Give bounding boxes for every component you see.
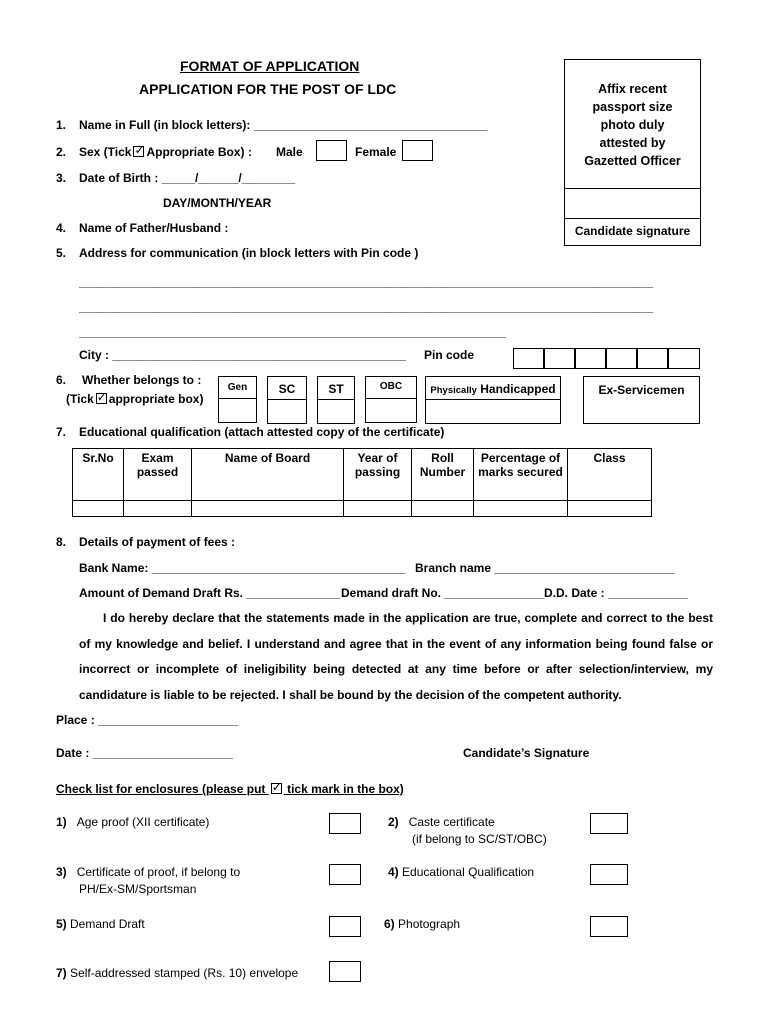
city-field[interactable]: City : ____________________________________________ (79, 348, 406, 362)
checklist-checkbox[interactable] (590, 916, 628, 937)
checklist-item: 1) Age proof (XII certificate) (56, 815, 210, 829)
table-cell[interactable] (344, 501, 412, 517)
female-label: Female (355, 145, 397, 159)
category-gen-label: Gen (218, 376, 257, 399)
checklist-item: 6) Photograph (384, 917, 461, 931)
checklist-item-sub: (if belong to SC/ST/OBC) (412, 832, 547, 846)
category-ex-servicemen-checkbox[interactable]: Ex-Servicemen (583, 376, 700, 424)
field-number: 1. (56, 118, 67, 132)
education-table (72, 448, 652, 517)
form-subtitle: APPLICATION FOR THE POST OF LDC (139, 81, 397, 97)
table-cell[interactable] (474, 501, 568, 517)
photo-instruction: Gazetted Officer (584, 154, 681, 168)
checklist-checkbox[interactable] (329, 813, 361, 834)
checklist-checkbox[interactable] (329, 961, 361, 982)
photo-instruction: passport size (592, 100, 673, 114)
dd-date-field[interactable]: D.D. Date : ____________ (544, 586, 689, 600)
checklist-checkbox[interactable] (590, 864, 628, 885)
col-header: Percentage of marks secured (474, 449, 568, 501)
pincode-digit-box[interactable] (668, 348, 700, 369)
dd-amount-field[interactable]: Amount of Demand Draft Rs. ______________ (79, 586, 340, 600)
table-cell[interactable] (73, 501, 124, 517)
signature-box[interactable] (564, 188, 701, 219)
category-obc-label: OBC (365, 376, 417, 399)
checklist-item: 2) Caste certificate (388, 815, 495, 829)
field-number: 6. (56, 373, 67, 387)
table-header-row (73, 449, 652, 501)
photo-instruction: photo duly (600, 118, 665, 132)
checklist-item: 7) Self-addressed stamped (Rs. 10) envelope (56, 966, 299, 980)
pincode-digit-box[interactable] (544, 348, 575, 369)
category-sc-label: SC (267, 376, 307, 400)
category-ph-checkbox[interactable] (425, 399, 561, 424)
table-cell[interactable] (192, 501, 344, 517)
male-label: Male (276, 145, 303, 159)
checklist-item-sub: PH/Ex-SM/Sportsman (79, 882, 197, 896)
category-tick-instruction: (Tick✓ appropriate box) (66, 392, 203, 406)
col-header: Exam passed (124, 449, 192, 501)
address-line[interactable]: ________________________________________________________________ (79, 325, 507, 339)
branch-name-field[interactable]: Branch name ___________________________ (415, 561, 675, 575)
checklist-checkbox[interactable] (329, 864, 361, 885)
sex-label: Sex (Tick✓ Appropriate Box) : (79, 145, 252, 159)
table-row[interactable] (73, 501, 652, 517)
name-field[interactable]: Name in Full (in block letters): ___________________________________ (79, 118, 488, 132)
category-st-label: ST (317, 376, 355, 400)
education-label: Educational qualification (attach attested copy of the certificate) (79, 425, 445, 439)
place-field[interactable]: Place : _____________________ (56, 713, 239, 727)
pincode-digit-box[interactable] (513, 348, 544, 369)
form-title: FORMAT OF APPLICATION (180, 58, 360, 74)
category-ph-label: Physically Handicapped (425, 376, 561, 400)
tick-checkbox-icon (133, 146, 144, 157)
male-checkbox[interactable] (316, 140, 347, 161)
photo-instruction: attested by (599, 136, 666, 150)
tick-checkbox-icon (96, 393, 107, 404)
signature-label-box (564, 218, 701, 246)
field-number: 5. (56, 246, 67, 260)
checklist-item: 3) Certificate of proof, if belong to (56, 865, 241, 879)
date-field[interactable]: Date : _____________________ (56, 746, 233, 760)
col-header: Name of Board (192, 449, 344, 501)
address-line[interactable]: ______________________________________________________________________________________ (79, 300, 653, 314)
category-obc-checkbox[interactable] (365, 398, 417, 423)
checklist-checkbox[interactable] (329, 916, 361, 937)
field-number: 7. (56, 425, 67, 439)
address-line[interactable]: ______________________________________________________________________________________ (79, 275, 653, 289)
pincode-digit-box[interactable] (575, 348, 606, 369)
field-number: 3. (56, 171, 67, 185)
pincode-digit-box[interactable] (606, 348, 637, 369)
photo-box[interactable] (564, 59, 701, 189)
pincode-digit-box[interactable] (637, 348, 668, 369)
signature-label: Candidate signature (574, 224, 691, 238)
candidate-signature-label: Candidate’s Signature (463, 746, 590, 760)
col-header: Sr.No (73, 449, 124, 501)
category-label: Whether belongs to : (82, 373, 202, 387)
checklist-item: 4) Educational Qualification (388, 865, 535, 879)
female-checkbox[interactable] (402, 140, 433, 161)
pincode-label: Pin code (424, 348, 475, 362)
father-name-field[interactable]: Name of Father/Husband : (79, 221, 229, 235)
checklist-item: 5) Demand Draft (56, 917, 145, 931)
bank-name-field[interactable]: Bank Name: ______________________________________ (79, 561, 406, 575)
dob-field[interactable]: Date of Birth : _____/______/________ (79, 171, 296, 185)
table-cell[interactable] (568, 501, 652, 517)
checklist-checkbox[interactable] (590, 813, 628, 834)
category-sc-checkbox[interactable] (267, 399, 307, 424)
field-number: 2. (56, 145, 67, 159)
table-cell[interactable] (124, 501, 192, 517)
col-header: Class (568, 449, 652, 501)
dob-format: DAY/MONTH/YEAR (163, 196, 272, 210)
checklist-heading: Check list for enclosures (please put ✓ tick mark in the box) (56, 782, 404, 796)
field-number: 4. (56, 221, 67, 235)
payment-label: Details of payment of fees : (79, 535, 236, 549)
declaration-text: I do hereby declare that the statements made in the application are true, complete and correct to the best of my knowledge and belief. I understand and agree that in the event of any information being found false or incorrect or incomplete of ineligibility being detected at any time before or after selection/interview, my candidature is liable to be rejected. I shall be bound by the decision of the competent authority. (79, 611, 713, 702)
table-cell[interactable] (412, 501, 474, 517)
tick-checkbox-icon (271, 783, 282, 794)
dd-number-field[interactable]: Demand draft No. _______________ (341, 586, 545, 600)
col-header: Roll Number (412, 449, 474, 501)
col-header: Year of passing (344, 449, 412, 501)
address-label: Address for communication (in block letters with Pin code ) (79, 246, 419, 260)
category-gen-checkbox[interactable] (218, 398, 257, 423)
category-st-checkbox[interactable] (317, 399, 355, 424)
photo-instruction: Affix recent (598, 82, 667, 96)
field-number: 8. (56, 535, 67, 549)
